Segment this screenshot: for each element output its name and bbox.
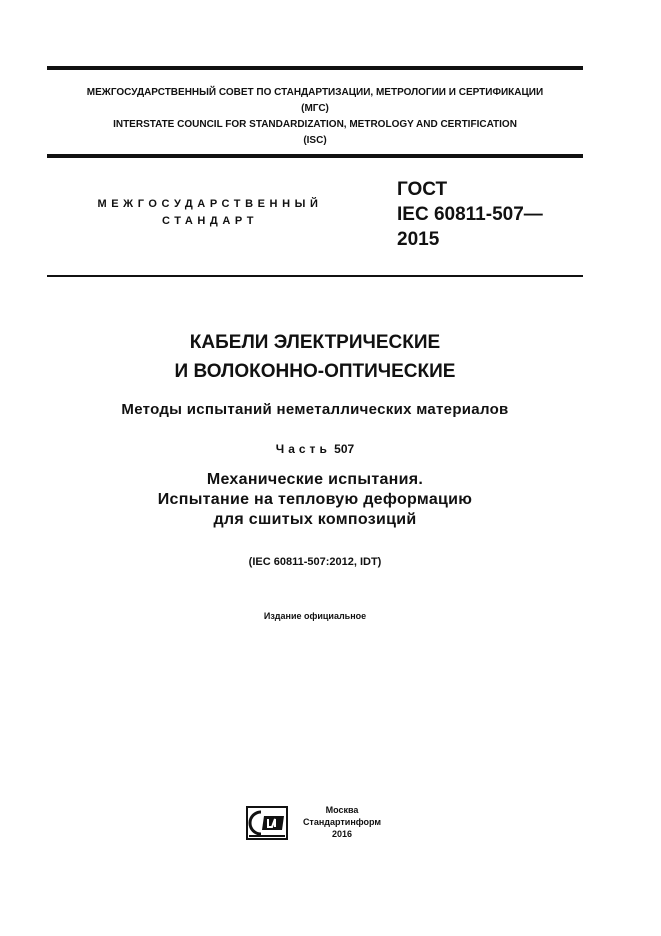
part-title-line2: Испытание на тепловую деформацию: [157, 491, 473, 508]
council-name-ru: МЕЖГОСУДАРСТВЕННЫЙ СОВЕТ ПО СТАНДАРТИЗАЦИИ, МЕТРОЛОГИИ И СЕРТИФИКАЦИИ: [86, 87, 544, 98]
title-line2: И ВОЛОКОННО-ОПТИЧЕСКИЕ: [174, 361, 456, 382]
standard-type: [60, 196, 360, 230]
council-name-en: INTERSTATE COUNCIL FOR STANDARDIZATION, METROLOGY AND CERTIFICATION: [113, 119, 517, 130]
council-abbr-en: (ISC): [303, 135, 327, 146]
council-header: [47, 85, 583, 149]
council-abbr-ru: (МГС): [301, 103, 329, 114]
edition-note: Издание официальное: [263, 611, 367, 621]
designation-line3: 2015: [397, 229, 440, 250]
part-label: [47, 441, 583, 457]
designation-line1: ГОСТ: [397, 179, 448, 200]
title-line1: КАБЕЛИ ЭЛЕКТРИЧЕСКИЕ: [189, 332, 441, 353]
part-word: Часть: [275, 442, 331, 456]
part-title-line1: Механические испытания.: [206, 471, 424, 488]
publisher-name: Стандартинформ: [302, 817, 382, 827]
publisher-block: [300, 804, 384, 840]
part-title: [47, 470, 583, 530]
standartinform-logo-icon: [246, 806, 288, 840]
designation-line2: IEC 60811-507—: [397, 204, 543, 225]
thin-rule: [47, 275, 583, 277]
top-rule: [47, 66, 583, 70]
iec-reference: (IEC 60811-507:2012, IDT): [248, 556, 382, 568]
publisher-year: 2016: [331, 829, 353, 839]
document-title: [47, 328, 583, 386]
standard-type-line1: МЕЖГОСУДАРСТВЕННЫЙ: [97, 198, 323, 210]
part-number: 507: [334, 442, 355, 456]
part-title-line3: для сшитых композиций: [213, 511, 417, 528]
standard-type-line2: СТАНДАРТ: [161, 215, 259, 227]
document-subtitle: Методы испытаний неметаллических материалов: [121, 401, 509, 418]
middle-rule: [47, 154, 583, 158]
publisher-city: Москва: [325, 805, 359, 815]
standard-designation: [397, 177, 543, 252]
